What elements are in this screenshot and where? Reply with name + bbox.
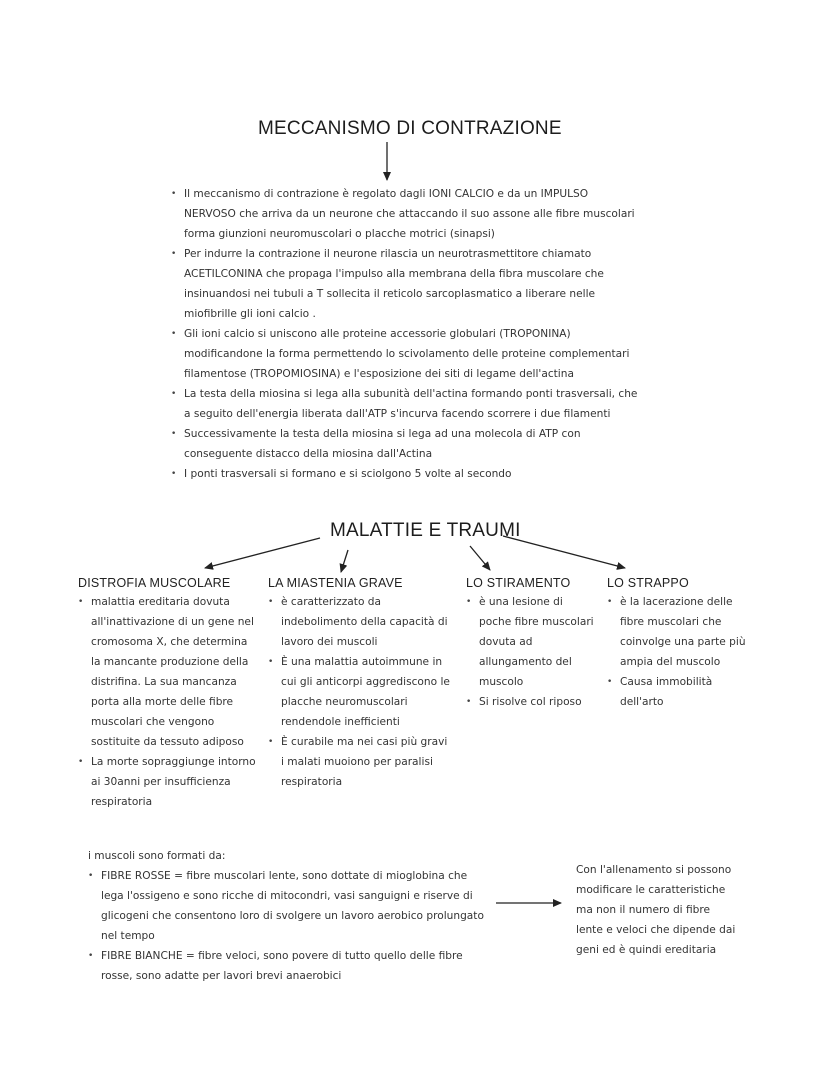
- column-title: DISTROFIA MUSCOLARE: [78, 576, 231, 590]
- list-item: • La testa della miosina si lega alla subunità dell'actina formando ponti trasversali, che a seguito dell'energia liberata dall'ATP s'incurva facendo scorrere i due filamenti: [171, 384, 641, 424]
- column-list: [607, 592, 759, 712]
- list-item: • È una malattia autoimmune in cui gli anticorpi aggrediscono le placche neuromuscolari rendendole inefficienti: [268, 652, 452, 732]
- list-item: • è la lacerazione delle fibre muscolari che coinvolge una parte più ampia del muscolo: [607, 592, 759, 672]
- list-item: • Gli ioni calcio si uniscono alle proteine accessorie globulari (TROPONINA) modificandone la forma permettendo lo scivolamento delle proteine complementari filamentose (TROPOMIOSINA) e l'esposizione dei siti di legame dell'actina: [171, 324, 641, 384]
- list-item: • è caratterizzato da indebolimento della capacità di lavoro dei muscoli: [268, 592, 452, 652]
- arrow-to-strappo: [503, 536, 625, 568]
- column-strappo: [607, 576, 759, 712]
- training-note: Con l'allenamento si possono modificare le caratteristiche ma non il numero di fibre lente e veloci che dipende dai geni ed è quindi ereditaria: [576, 864, 736, 956]
- fibers-intro: i muscoli sono formati da:: [88, 850, 226, 862]
- column-title: LO STIRAMENTO: [466, 576, 571, 590]
- contraction-title: MECCANISMO DI CONTRAZIONE: [258, 118, 562, 139]
- diseases-title: MALATTIE E TRAUMI: [330, 520, 521, 541]
- list-item: • Successivamente la testa della miosina si lega ad una molecola di ATP con conseguente distacco della miosina dall'Actina: [171, 424, 641, 464]
- list-item: • Per indurre la contrazione il neurone rilascia un neurotrasmettitore chiamato ACETILCONINA che propaga l'impulso alla membrana della fibra muscolare che insinuandosi nei tubuli a T sollecita il reticolo sarcoplasmatico a liberare nelle miofibrille gli ioni calcio .: [171, 244, 641, 324]
- contraction-list: [171, 184, 641, 484]
- list-item: • È curabile ma nei casi più gravi i malati muoiono per paralisi respiratoria: [268, 732, 452, 792]
- list-item: • Causa immobilità dell'arto: [607, 672, 759, 712]
- list-item: • è una lesione di poche fibre muscolari dovuta ad allungamento del muscolo: [466, 592, 596, 692]
- column-list: [466, 592, 596, 712]
- list-item: • La morte sopraggiunge intorno ai 30anni per insufficienza respiratoria: [78, 752, 258, 812]
- column-list: [268, 592, 452, 792]
- list-item: • Il meccanismo di contrazione è regolato dagli IONI CALCIO e da un IMPULSO NERVOSO che arriva da un neurone che attaccando il suo assone alle fibre muscolari forma giunzioni neuromuscolari o placche motrici (sinapsi): [171, 184, 641, 244]
- list-item: • I ponti trasversali si formano e si sciolgono 5 volte al secondo: [171, 464, 641, 484]
- column-title: LO STRAPPO: [607, 576, 689, 590]
- column-miastenia: [268, 576, 452, 792]
- arrow-to-miastenia: [341, 550, 348, 572]
- column-stiramento: [466, 576, 596, 712]
- column-list: [78, 592, 258, 812]
- column-distrofia: [78, 576, 258, 812]
- arrow-to-stiramento: [470, 546, 490, 570]
- list-item: • malattia ereditaria dovuta all'inattivazione di un gene nel cromosoma X, che determina la mancante produzione della distrifina. La sua mancanza porta alla morte delle fibre muscolari che vengono sostituite da tessuto adiposo: [78, 592, 258, 752]
- column-title: LA MIASTENIA GRAVE: [268, 576, 403, 590]
- list-item: • FIBRE BIANCHE = fibre veloci, sono povere di tutto quello delle fibre rosse, sono adatte per lavori brevi anaerobici: [88, 946, 484, 986]
- list-item: • FIBRE ROSSE = fibre muscolari lente, sono dottate di mioglobina che lega l'ossigeno e sono ricche di mitocondri, vasi sanguigni e riserve di glicogeni che consentono loro di svolgere un lavoro aerobico prolungato nel tempo: [88, 866, 484, 946]
- list-item: • Si risolve col riposo: [466, 692, 596, 712]
- arrow-to-distrofia: [205, 538, 320, 568]
- fibers-list: [88, 866, 484, 986]
